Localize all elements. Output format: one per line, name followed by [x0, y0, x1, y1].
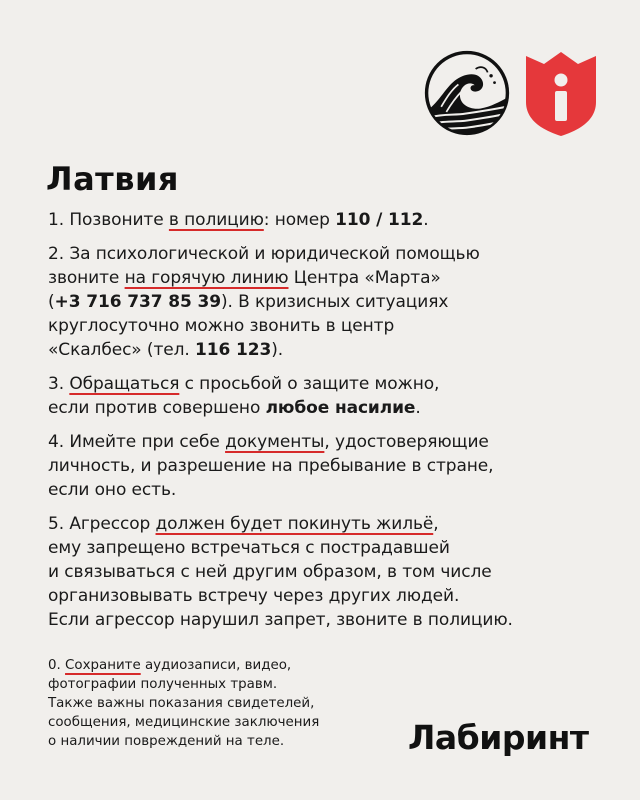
text-run: аудиозаписи, видео, — [140, 658, 292, 673]
text-run: , удостоверяющие — [324, 432, 489, 452]
list-item — [48, 372, 608, 420]
bold-text: 116 123 — [194, 340, 272, 360]
list-item — [48, 208, 608, 232]
text-run: Если агрессор нарушил запрет, звоните в полицию. — [48, 610, 513, 630]
underlined-text: Обращаться — [69, 374, 180, 394]
text-run: Также важны показания свидетелей, — [48, 696, 315, 711]
underlined-text: в полицию — [168, 210, 264, 230]
underlined-text: Сохраните — [65, 658, 141, 673]
text-run: фотографии полученных травм. — [48, 677, 278, 692]
text-run: ему запрещено встречаться с пострадавшей — [48, 538, 450, 558]
underlined-text: должен будет покинуть жильё — [155, 514, 434, 534]
text-run: 3. — [48, 374, 70, 394]
logos — [422, 50, 598, 140]
list-item — [48, 430, 608, 502]
text-run: круглосуточно можно звонить в центр — [48, 316, 395, 336]
text-run: с просьбой о защите можно, — [179, 374, 440, 394]
text-run: 0. — [48, 658, 66, 673]
text-run: Центра «Марта» — [288, 268, 441, 288]
text-run: 2. За психологической и юридической помощью — [48, 244, 480, 264]
text-run: : номер — [263, 210, 336, 230]
brand-logo: Лабиринт — [408, 718, 589, 757]
underlined-text: на горячую линию — [124, 268, 289, 288]
bold-text: 110 / 112 — [335, 210, 424, 230]
text-run: организовывать встречу через других людей. — [48, 586, 460, 606]
text-run: . — [423, 210, 429, 230]
shield-figure-icon — [524, 50, 598, 138]
text-run: 4. Имейте при себе — [48, 432, 226, 452]
underlined-text: документы — [225, 432, 325, 452]
text-run: если оно есть. — [48, 480, 177, 500]
text-run: если против совершено — [48, 398, 266, 418]
text-run: , — [433, 514, 439, 534]
text-run: «Скалбес» (тел. — [48, 340, 195, 360]
list-item — [48, 242, 608, 362]
instructions-list — [48, 208, 608, 642]
text-run: и связываться с ней другим образом, в том числе — [48, 562, 492, 582]
text-run: сообщения, медицинские заключения — [48, 715, 320, 730]
text-run: 5. Агрессор — [48, 514, 156, 534]
page-title: Латвия — [46, 160, 179, 198]
bold-text: +3 716 737 85 39 — [54, 292, 221, 312]
text-run: ). — [271, 340, 284, 360]
text-run: . — [415, 398, 421, 418]
wave-icon — [424, 50, 510, 136]
text-run: звоните — [48, 268, 125, 288]
text-run: 1. Позвоните — [48, 210, 169, 230]
list-item — [48, 512, 608, 632]
text-run: ). В кризисных ситуациях — [220, 292, 449, 312]
text-run: о наличии повреждений на теле. — [48, 734, 285, 749]
text-run: ( — [48, 292, 55, 312]
text-run: личность, и разрешение на пребывание в стране, — [48, 456, 494, 476]
bold-text: любое насилие — [265, 398, 416, 418]
evidence-note — [48, 656, 408, 751]
